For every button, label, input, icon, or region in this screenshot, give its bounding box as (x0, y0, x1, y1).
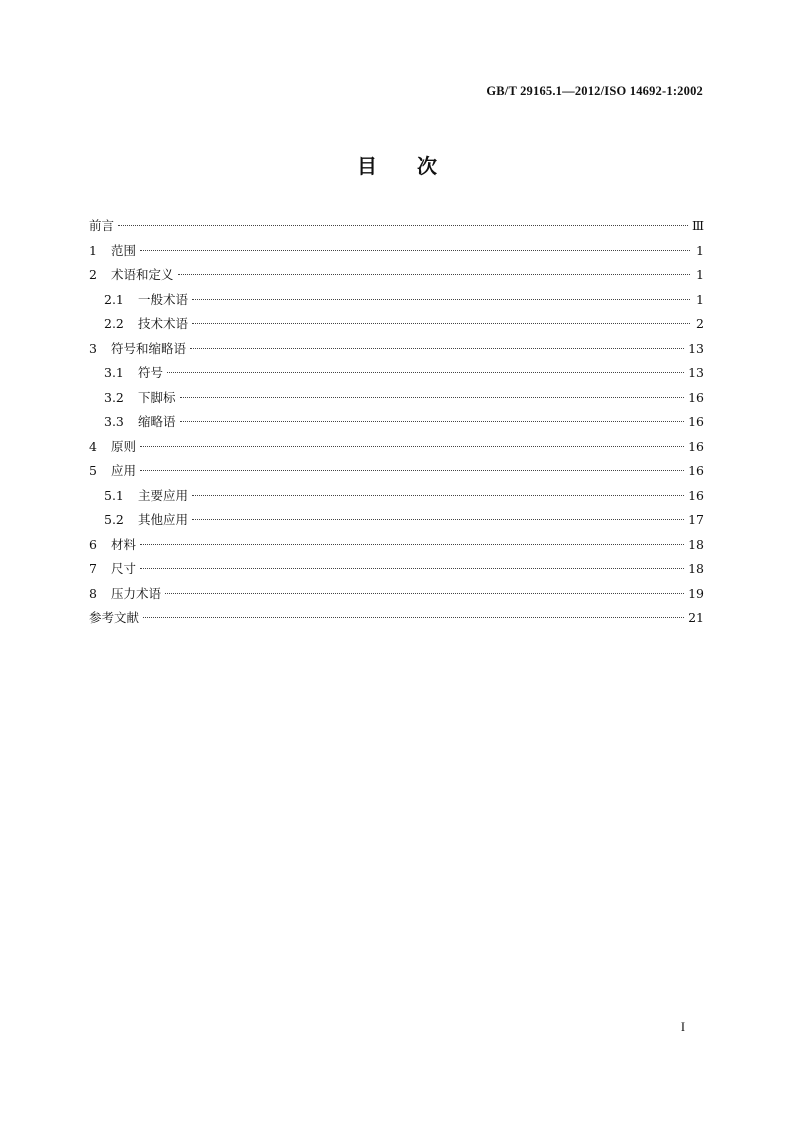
toc-leader-dots (140, 568, 684, 569)
toc-entry-label: 材料 (111, 536, 137, 552)
toc-entry-number: 4 (89, 438, 97, 454)
toc-leader-dots (143, 617, 684, 618)
toc-leader-dots (140, 544, 684, 545)
toc-entry-label: 符号和缩略语 (111, 340, 187, 356)
toc-entry-number: 8 (89, 585, 97, 601)
toc-leader-dots (118, 225, 688, 226)
toc-entry-label: 前言 (89, 218, 115, 233)
toc-entry-page: 19 (688, 585, 704, 601)
toc-leader-dots (180, 397, 685, 398)
toc-entry[interactable] (89, 239, 704, 264)
toc-entry-label: 压力术语 (111, 585, 162, 601)
toc-entry-label: 尺寸 (111, 561, 137, 576)
toc-entry-number: 1 (89, 242, 97, 258)
toc-entry-number: 6 (89, 536, 97, 552)
toc-leader-dots (140, 446, 684, 447)
toc-entry-label: 符号 (138, 365, 164, 380)
toc-entry-page: 18 (688, 536, 704, 552)
toc-entry-label: 技术术语 (138, 316, 189, 331)
toc-entry-label: 其他应用 (138, 512, 189, 527)
toc-entry-number: 5.2 (104, 512, 124, 527)
toc-entry[interactable] (89, 337, 704, 362)
toc-entry-number: 2.1 (104, 291, 124, 307)
toc-entry-page: 18 (688, 561, 704, 576)
toc-entry[interactable] (89, 508, 704, 533)
toc-leader-dots (192, 323, 690, 324)
toc-entry[interactable] (89, 386, 704, 411)
toc-entry[interactable] (89, 263, 704, 288)
toc-entry-label: 主要应用 (138, 487, 189, 503)
toc-entry-label: 缩略语 (138, 414, 176, 429)
toc-entry-page: 2 (696, 316, 704, 331)
toc-entry-number: 2.2 (104, 316, 124, 331)
toc-entry-label: 下脚标 (138, 389, 176, 405)
toc-entry-page: 1 (696, 242, 704, 258)
toc-entry-page: 21 (688, 610, 704, 625)
toc-entry[interactable] (89, 435, 704, 460)
toc-entry-page: 16 (688, 487, 704, 503)
footer-page-number: I (680, 1020, 685, 1034)
toc-entry[interactable] (89, 459, 704, 484)
toc-entry-number: 3.2 (104, 389, 124, 405)
toc-entry[interactable] (89, 606, 704, 631)
toc-entry-label: 范围 (111, 242, 137, 258)
toc-entry[interactable] (89, 214, 704, 239)
toc-entry-label: 一般术语 (138, 291, 189, 307)
toc-entry-number: 5 (89, 463, 97, 478)
toc-entry[interactable] (89, 312, 704, 337)
toc-entry-label: 应用 (111, 463, 137, 478)
toc-entry[interactable] (89, 410, 704, 435)
toc-entry-number: 3.3 (104, 414, 124, 429)
toc-leader-dots (178, 274, 690, 275)
toc-entry-page: 13 (688, 340, 704, 356)
toc-entry[interactable] (89, 361, 704, 386)
standard-number: GB/T 29165.1—2012/ISO 14692-1:2002 (486, 84, 703, 98)
toc-entry-number: 3 (89, 340, 97, 356)
toc-entry-page: Ⅲ (691, 218, 704, 233)
toc-leader-dots (140, 250, 690, 251)
toc-leader-dots (192, 495, 684, 496)
toc-entry-page: 1 (696, 291, 704, 307)
toc-entry-page: 1 (696, 267, 704, 282)
toc-leader-dots (192, 519, 684, 520)
toc-leader-dots (140, 470, 684, 471)
toc-entry[interactable] (89, 288, 704, 313)
toc-entry-page: 13 (688, 365, 704, 380)
toc-leader-dots (167, 372, 684, 373)
toc-entry[interactable] (89, 484, 704, 509)
toc-entry[interactable] (89, 533, 704, 558)
toc-entry-number: 3.1 (104, 365, 124, 380)
toc-leader-dots (190, 348, 684, 349)
toc-entry-number: 7 (89, 561, 97, 576)
toc-leader-dots (180, 421, 685, 422)
toc-leader-dots (165, 593, 684, 594)
page-title: 目次 (357, 154, 477, 178)
toc-entry-label: 术语和定义 (111, 267, 174, 282)
toc-entry-number: 2 (89, 267, 97, 282)
toc-entry-number: 5.1 (104, 487, 124, 503)
toc-entry-page: 16 (688, 438, 704, 454)
toc-entry-page: 16 (688, 389, 704, 405)
toc-entry-label: 原则 (111, 438, 137, 454)
toc-entry[interactable] (89, 557, 704, 582)
toc-entry-page: 16 (688, 414, 704, 429)
toc-entry-label: 参考文献 (89, 610, 140, 625)
toc-leader-dots (192, 299, 690, 300)
toc-entry-page: 16 (688, 463, 704, 478)
toc-entry-page: 17 (688, 512, 704, 527)
toc-entry[interactable] (89, 582, 704, 607)
table-of-contents (89, 214, 704, 631)
